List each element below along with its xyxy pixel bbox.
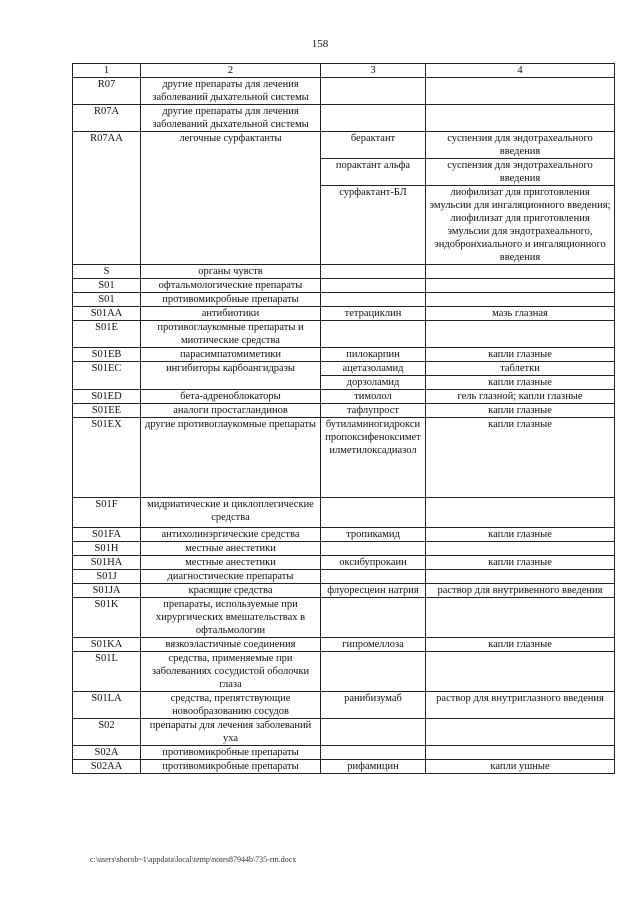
table-row <box>73 132 615 159</box>
table-row <box>73 746 615 760</box>
drug-name-cell <box>321 570 426 584</box>
drug-name-cell: ранибизумаб <box>321 692 426 719</box>
drug-name-cell <box>321 265 426 279</box>
table-row <box>73 78 615 105</box>
table-row <box>73 390 615 404</box>
table-row <box>73 638 615 652</box>
group-name-cell: аналоги простагландинов <box>141 404 321 418</box>
table-row <box>73 265 615 279</box>
dosage-form-cell <box>426 746 615 760</box>
header-cell: 4 <box>426 64 615 78</box>
atc-code-cell: S01LA <box>73 692 141 719</box>
atc-code-cell: S01FA <box>73 528 141 542</box>
table-row <box>73 498 615 528</box>
group-name-cell: легочные сурфактанты <box>141 132 321 265</box>
dosage-form-cell <box>426 321 615 348</box>
atc-code-cell: S02A <box>73 746 141 760</box>
drug-name-cell: берактант <box>321 132 426 159</box>
drug-table <box>72 63 615 774</box>
group-name-cell: офтальмологические препараты <box>141 279 321 293</box>
file-path-footer: c:\users\shorob~1\appdata\local\temp\notes87944b\735-rm.docx <box>90 855 297 864</box>
group-name-cell: антихолинэргические средства <box>141 528 321 542</box>
dosage-form-cell: капли глазные <box>426 528 615 542</box>
atc-code-cell: S02 <box>73 719 141 746</box>
atc-code-cell: R07 <box>73 78 141 105</box>
dosage-form-cell <box>426 78 615 105</box>
dosage-form-cell: раствор для внутривенного введения <box>426 584 615 598</box>
group-name-cell: противомикробные препараты <box>141 293 321 307</box>
drug-name-cell <box>321 498 426 528</box>
drug-name-cell <box>321 542 426 556</box>
drug-name-cell <box>321 279 426 293</box>
dosage-form-cell: лиофилизат для приготовления эмульсии для ингаляционного введения; лиофилизат для приготовления эмульсии для эндотрахеального, эндобронхиального и ингаляционного введения <box>426 186 615 265</box>
atc-code-cell: R07A <box>73 105 141 132</box>
group-name-cell: вязкоэластичные соединения <box>141 638 321 652</box>
dosage-form-cell <box>426 293 615 307</box>
header-cell: 3 <box>321 64 426 78</box>
atc-code-cell: S01HA <box>73 556 141 570</box>
atc-code-cell: S01EB <box>73 348 141 362</box>
drug-name-cell: тетрациклин <box>321 307 426 321</box>
drug-name-cell <box>321 652 426 692</box>
atc-code-cell: S01ED <box>73 390 141 404</box>
dosage-form-cell: капли глазные <box>426 556 615 570</box>
atc-code-cell: S01JA <box>73 584 141 598</box>
drug-name-cell <box>321 78 426 105</box>
group-name-cell: средства, применяемые при заболеваниях сосудистой оболочки глаза <box>141 652 321 692</box>
group-name-cell: противоглаукомные препараты и миотические средства <box>141 321 321 348</box>
group-name-cell: местные анестетики <box>141 542 321 556</box>
table-row <box>73 719 615 746</box>
dosage-form-cell: суспензия для эндотрахеального введения <box>426 159 615 186</box>
group-name-cell: препараты, используемые при хирургических вмешательствах в офтальмологии <box>141 598 321 638</box>
group-name-cell: красящие средства <box>141 584 321 598</box>
dosage-form-cell: капли глазные <box>426 348 615 362</box>
group-name-cell: средства, препятствующие новообразованию сосудов <box>141 692 321 719</box>
group-name-cell: другие противоглаукомные препараты <box>141 418 321 498</box>
dosage-form-cell <box>426 105 615 132</box>
page-number: 158 <box>311 38 329 50</box>
table-row <box>73 404 615 418</box>
atc-code-cell: S01EX <box>73 418 141 498</box>
drug-name-cell <box>321 321 426 348</box>
dosage-form-cell <box>426 265 615 279</box>
dosage-form-cell <box>426 498 615 528</box>
table-row <box>73 348 615 362</box>
dosage-form-cell: капли глазные <box>426 418 615 498</box>
dosage-form-cell: суспензия для эндотрахеального введения <box>426 132 615 159</box>
atc-code-cell: S01KA <box>73 638 141 652</box>
dosage-form-cell <box>426 598 615 638</box>
drug-name-cell: гипромеллоза <box>321 638 426 652</box>
drug-name-cell <box>321 719 426 746</box>
dosage-form-cell: гель глазной; капли глазные <box>426 390 615 404</box>
group-name-cell: противомикробные препараты <box>141 746 321 760</box>
table-row <box>73 556 615 570</box>
drug-name-cell: пилокарпин <box>321 348 426 362</box>
table-row <box>73 584 615 598</box>
table-row <box>73 293 615 307</box>
drug-name-cell <box>321 598 426 638</box>
dosage-form-cell: мазь глазная <box>426 307 615 321</box>
atc-code-cell: S01F <box>73 498 141 528</box>
table-row <box>73 279 615 293</box>
drug-name-cell: тропикамид <box>321 528 426 542</box>
table-header-row <box>73 64 615 78</box>
group-name-cell: другие препараты для лечения заболеваний дыхательной системы <box>141 78 321 105</box>
table-row <box>73 321 615 348</box>
drug-name-cell: бутиламиногидроксипропоксифеноксиметилметилоксадиазол <box>321 418 426 498</box>
atc-code-cell: S01EE <box>73 404 141 418</box>
group-name-cell: диагностические препараты <box>141 570 321 584</box>
dosage-form-cell: таблетки <box>426 362 615 376</box>
table-row <box>73 307 615 321</box>
table-row <box>73 362 615 376</box>
dosage-form-cell <box>426 719 615 746</box>
atc-code-cell: S <box>73 265 141 279</box>
table-row <box>73 105 615 132</box>
drug-name-cell: дорзоламид <box>321 376 426 390</box>
atc-code-cell: S01EC <box>73 362 141 390</box>
group-name-cell: парасимпатомиметики <box>141 348 321 362</box>
table-row <box>73 692 615 719</box>
dosage-form-cell: капли глазные <box>426 638 615 652</box>
drug-name-cell: тафлупрост <box>321 404 426 418</box>
table-row <box>73 418 615 498</box>
group-name-cell: другие препараты для лечения заболеваний дыхательной системы <box>141 105 321 132</box>
atc-code-cell: S02AA <box>73 760 141 774</box>
atc-code-cell: S01 <box>73 279 141 293</box>
table-row <box>73 598 615 638</box>
group-name-cell: местные анестетики <box>141 556 321 570</box>
drug-name-cell: флуоресцеин натрия <box>321 584 426 598</box>
atc-code-cell: R07AA <box>73 132 141 265</box>
group-name-cell: антибиотики <box>141 307 321 321</box>
atc-code-cell: S01 <box>73 293 141 307</box>
table-row <box>73 570 615 584</box>
atc-code-cell: S01L <box>73 652 141 692</box>
table-row <box>73 528 615 542</box>
group-name-cell: бета-адреноблокаторы <box>141 390 321 404</box>
dosage-form-cell <box>426 652 615 692</box>
atc-code-cell: S01J <box>73 570 141 584</box>
atc-code-cell: S01AA <box>73 307 141 321</box>
dosage-form-cell <box>426 570 615 584</box>
drug-name-cell: тимолол <box>321 390 426 404</box>
dosage-form-cell: раствор для внутриглазного введения <box>426 692 615 719</box>
group-name-cell: ингибиторы карбоангидразы <box>141 362 321 390</box>
drug-name-cell <box>321 293 426 307</box>
drug-name-cell <box>321 746 426 760</box>
dosage-form-cell <box>426 542 615 556</box>
atc-code-cell: S01K <box>73 598 141 638</box>
header-cell: 1 <box>73 64 141 78</box>
drug-name-cell <box>321 105 426 132</box>
group-name-cell: мидриатические и циклоплегические средства <box>141 498 321 528</box>
table-row <box>73 760 615 774</box>
header-cell: 2 <box>141 64 321 78</box>
dosage-form-cell <box>426 279 615 293</box>
dosage-form-cell: капли глазные <box>426 404 615 418</box>
drug-name-cell: сурфактант-БЛ <box>321 186 426 265</box>
group-name-cell: препараты для лечения заболеваний уха <box>141 719 321 746</box>
table-row <box>73 542 615 556</box>
dosage-form-cell: капли ушные <box>426 760 615 774</box>
group-name-cell: противомикробные препараты <box>141 760 321 774</box>
dosage-form-cell: капли глазные <box>426 376 615 390</box>
drug-name-cell: рифамицин <box>321 760 426 774</box>
atc-code-cell: S01H <box>73 542 141 556</box>
atc-code-cell: S01E <box>73 321 141 348</box>
group-name-cell: органы чувств <box>141 265 321 279</box>
drug-name-cell: оксибупрокаин <box>321 556 426 570</box>
table-row <box>73 652 615 692</box>
drug-name-cell: порактант альфа <box>321 159 426 186</box>
drug-name-cell: ацетазоламид <box>321 362 426 376</box>
